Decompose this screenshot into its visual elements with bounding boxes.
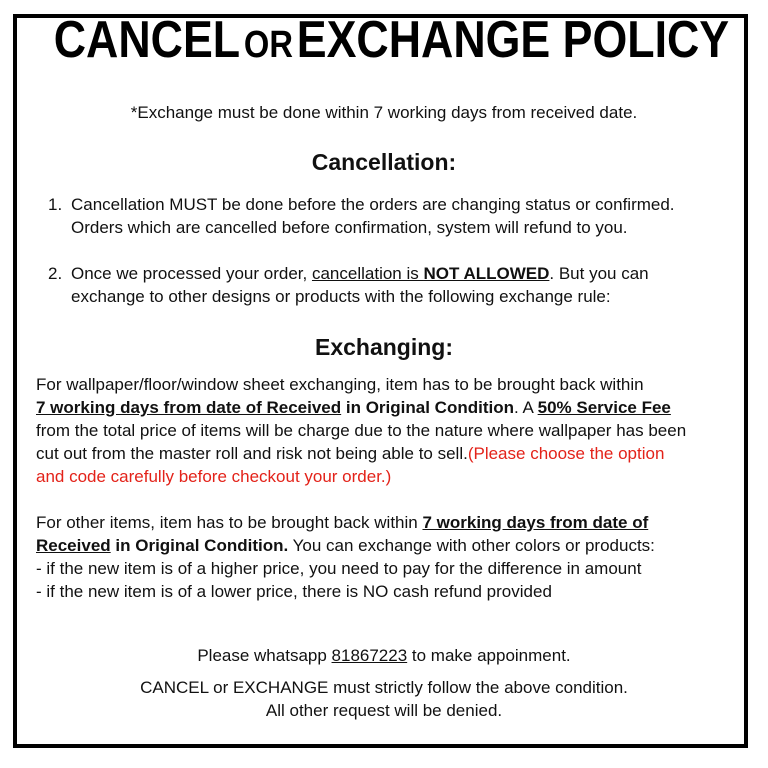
title-exchange-policy: EXCHANGE POLICY <box>296 11 730 69</box>
footer-text: Please whatsapp <box>197 646 332 665</box>
paragraph-text: from the total price of items will be charge due to the nature where wallpaper has been <box>36 421 687 440</box>
paragraph-text: You can exchange with other colors or products: <box>288 536 655 555</box>
item-text: Once we processed your order, <box>71 264 312 283</box>
page-title <box>53 11 730 69</box>
item-text: . But you can <box>549 264 649 283</box>
paragraph-text: - if the new item is of a higher price, you need to pay for the difference in amount <box>36 559 642 578</box>
paragraph-line <box>36 511 741 534</box>
condition-text: in Original Condition. <box>110 536 289 555</box>
footer-text: to make appoinment. <box>407 646 571 665</box>
item-number: 2. <box>48 264 63 283</box>
deadline-text: Received <box>36 536 111 555</box>
item-text-line <box>71 262 741 285</box>
deadline-text: 7 working days from date of <box>422 513 649 532</box>
deadline-text: 7 working days from date of Received <box>36 398 342 417</box>
paragraph-line <box>36 396 741 419</box>
not-allowed-text: NOT ALLOWED <box>423 264 550 283</box>
item-text: Orders which are cancelled before confirmation, system will refund to you. <box>71 218 628 237</box>
warning-text: (Please choose the option <box>467 444 665 463</box>
exchanging-heading: Exchanging: <box>314 334 453 360</box>
cancellation-heading: Cancellation: <box>311 149 457 175</box>
underlined-text-plain: cancellation is <box>311 264 424 283</box>
exchange-note: *Exchange must be done within 7 working days from received date. <box>130 103 638 122</box>
item-text: Cancellation MUST be done before the orders are changing status or confirmed. <box>71 195 675 214</box>
item-text: exchange to other designs or products with the following exchange rule: <box>71 287 611 306</box>
footer-denied: All other request will be denied. <box>265 701 503 720</box>
warning-text: and code carefully before checkout your order.) <box>36 467 392 486</box>
item-number: 1. <box>48 195 63 214</box>
exchange-paragraph-other <box>36 511 741 603</box>
footer-condition: CANCEL or EXCHANGE must strictly follow the above condition. <box>140 678 628 697</box>
paragraph-text: . A <box>513 398 538 417</box>
title-cancel: CANCEL <box>53 11 241 69</box>
paragraph-text: cut out from the master roll and risk not being able to sell. <box>36 444 468 463</box>
underlined-text <box>312 264 549 283</box>
paragraph-text: For other items, item has to be brought back within <box>36 513 423 532</box>
whatsapp-number: 81867223 <box>331 646 408 665</box>
exchange-paragraph-wallpaper <box>36 373 741 488</box>
service-fee-text: 50% Service Fee <box>537 398 671 417</box>
paragraph-text: For wallpaper/floor/window sheet exchanging, item has to be brought back within <box>36 375 644 394</box>
paragraph-text: - if the new item is of a lower price, there is NO cash refund provided <box>36 582 552 601</box>
paragraph-line <box>36 442 741 465</box>
paragraph-line <box>36 534 741 557</box>
whatsapp-line <box>0 646 768 666</box>
title-or: OR <box>243 24 293 66</box>
condition-text: in Original Condition <box>341 398 514 417</box>
